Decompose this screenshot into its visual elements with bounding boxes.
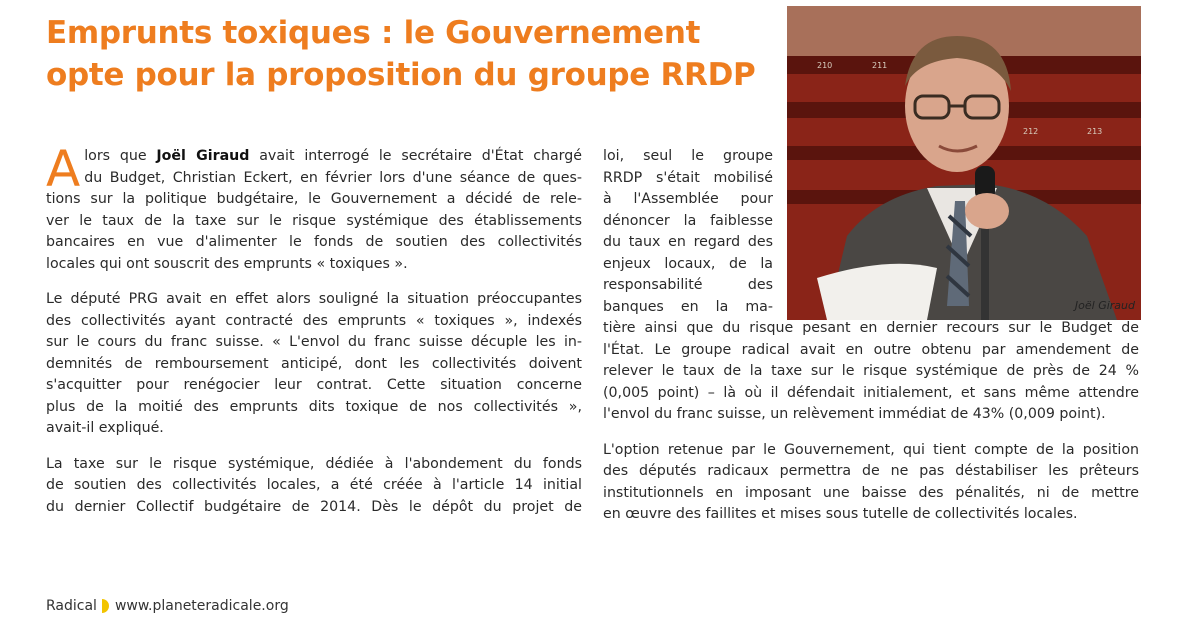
text-line: dénoncer la faiblesse: [603, 212, 773, 229]
text-line: enjeux locaux, de la: [603, 255, 773, 272]
text-line: des députés radicaux permettra de ne pas déstabiliser les prêteurs: [603, 463, 1139, 479]
author-name: Joël Giraud: [156, 148, 250, 164]
speaker-photo: [787, 6, 1141, 320]
photo-caption: Joël Giraud: [1074, 299, 1135, 312]
text-line: loi, seul le groupe: [603, 148, 773, 164]
drop-cap: A: [46, 140, 81, 198]
title-line-2: opte pour la proposition du groupe RRDP: [46, 57, 756, 93]
text-line: bancaires en vue d'alimenter le fonds de soutien des collectivités: [46, 234, 582, 250]
text-line: sur le cours du franc suisse. « L'envol du franc suisse décuple les in-: [46, 334, 582, 350]
speaker-illustration: [787, 6, 1141, 320]
text-line: relever le taux de la taxe sur le risque systémique de près de 24 %: [603, 363, 1139, 379]
text-line: à l'Assemblée pour: [603, 191, 773, 207]
text-line: l'État. Le groupe radical avait en outre obtenu par amendement de: [603, 341, 1139, 358]
footer-brand: Radical: [46, 598, 97, 614]
seat-label: 213: [1087, 127, 1103, 136]
text-line: tière ainsi que du risque pesant en dernier recours sur le Budget de: [603, 320, 1139, 336]
seat-label: 212: [1023, 127, 1039, 136]
paragraph-intro: [46, 140, 582, 275]
text-line: l'envol du franc suisse, un relèvement immédiat de 43% (0,009 point).: [603, 406, 1106, 422]
text-line: avait-il expliqué.: [46, 420, 164, 436]
left-column: [46, 140, 582, 532]
text-line: La taxe sur le risque systémique, dédiée à l'abondement du fonds: [46, 455, 582, 472]
seat-label: 210: [817, 61, 833, 70]
paragraph-deputy: [46, 289, 582, 440]
footer-url[interactable]: www.planeteradicale.org: [114, 598, 289, 614]
title-line-1: Emprunts toxiques : le Gouvernement: [46, 15, 701, 51]
text-line: du taux en regard des: [603, 234, 773, 250]
text-line: de soutien des collectivités locales, a été créée à l'article 14 initial: [46, 477, 582, 493]
article-title: [46, 12, 766, 96]
footer: [46, 598, 289, 614]
seat-label: 211: [872, 61, 888, 70]
text-line: responsabilité des: [603, 277, 773, 293]
text-line: (0,005 point) – là où il défendait initialement, et sans même attendre: [603, 384, 1139, 401]
text-line: ver le taux de la taxe sur le risque systémique des établissements: [46, 212, 582, 229]
text-line: RRDP s'était mobilisé: [603, 169, 773, 186]
text-line: demnités de remboursement anticipé, dont les collectivités doivent: [46, 355, 582, 372]
text-line: s'acquitter pour renégocier leur contrat. Cette situation concerne: [46, 377, 582, 393]
text-line: tions sur la politique budgétaire, le Gouvernement a décidé de rele-: [46, 191, 582, 207]
brand-mark-icon: [102, 599, 109, 613]
text-line: L'option retenue par le Gouvernement, qui tient compte de la position: [603, 441, 1139, 458]
paragraph-tax: [46, 454, 582, 519]
text-line: en œuvre des faillites et mises sous tutelle de collectivités locales.: [603, 506, 1078, 522]
text-line: du dernier Collectif budgétaire de 2014. Dès le dépôt du projet de: [46, 498, 582, 515]
text-line: du Budget, Christian Eckert, en février lors d'une séance de ques-: [84, 169, 582, 186]
text-line: banques en la ma-: [603, 298, 773, 315]
text-line: Le député PRG avait en effet alors souligné la situation préoccupantes: [46, 291, 582, 307]
text-line: locales qui ont souscrit des emprunts « toxiques ».: [46, 255, 408, 272]
text-line: des collectivités ayant contracté des emprunts « toxiques », indexés: [46, 312, 582, 329]
text-line: plus de la moitié des emprunts dits toxique de nos collectivités »,: [46, 398, 582, 415]
paragraph-option: [603, 440, 1139, 526]
text-line: institutionnels en imposant une baisse des pénalités, ni de mettre: [603, 484, 1139, 501]
text-line: lors que Joël Giraud avait interrogé le secrétaire d'État chargé: [84, 148, 582, 164]
